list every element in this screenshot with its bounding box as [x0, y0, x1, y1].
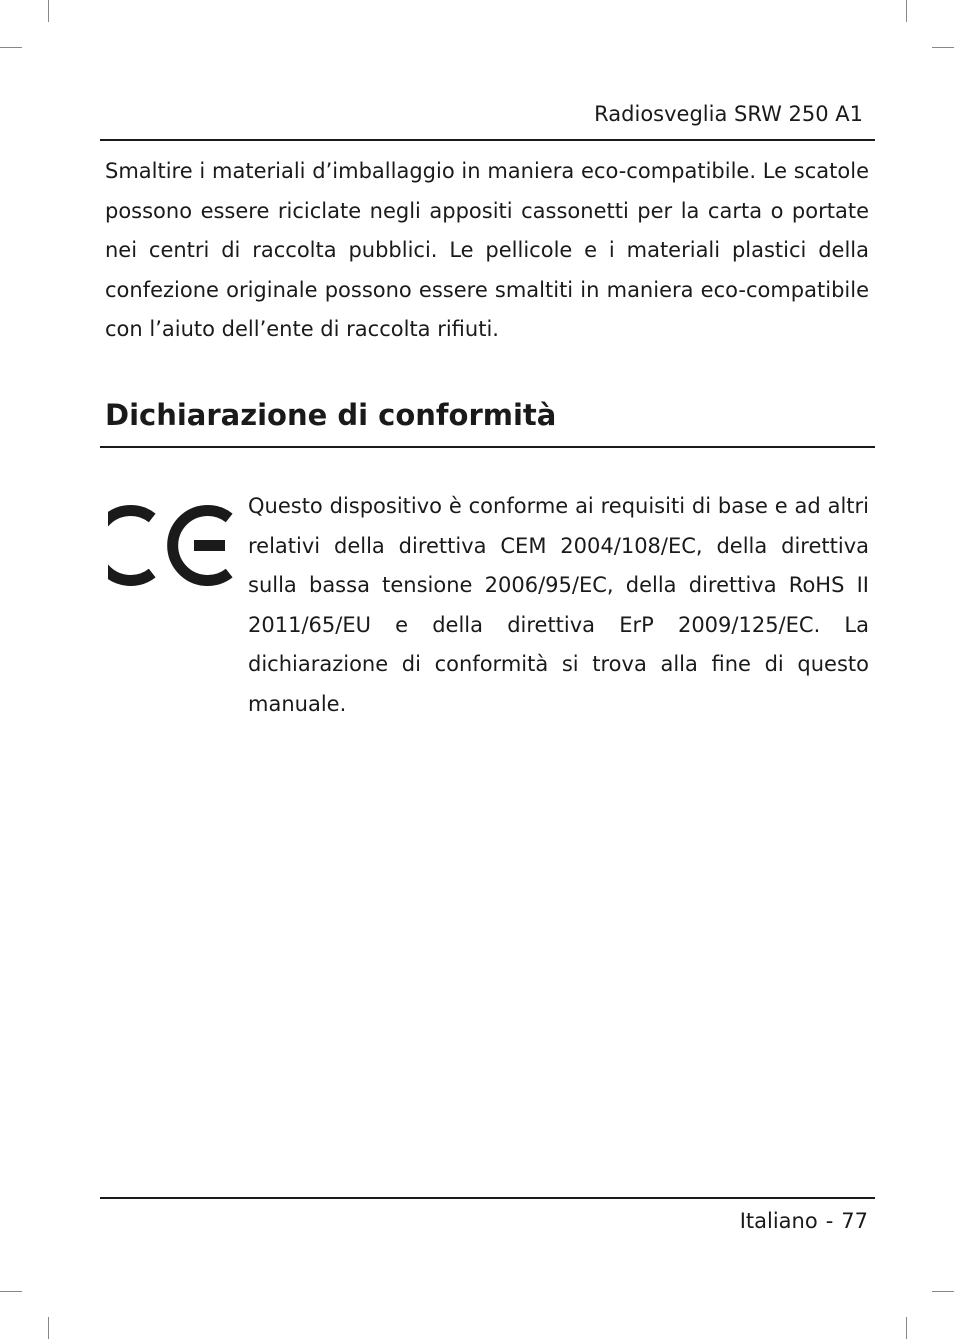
crop-mark-top-left	[48, 0, 49, 22]
section-heading-rule	[100, 446, 875, 448]
footer-language: Italiano	[739, 1209, 818, 1233]
header-rule	[100, 139, 875, 141]
section-heading-conformity: Dichiarazione di conformità	[105, 398, 557, 432]
ce-mark-icon	[108, 498, 234, 593]
page-footer	[740, 1207, 868, 1235]
footer-separator: -	[825, 1209, 834, 1233]
footer-rule	[100, 1197, 875, 1199]
disposal-paragraph: Smaltire i materiali d’imballaggio in maniera eco-compatibile. Le scatole possono essere riciclate negli appositi cassonetti per la carta o portate nei centri di raccolta pubblici. Le pellicole e i materiali plastici della confezione originale possono essere smaltiti in maniera eco-compatibile con l’aiuto dell’ente di raccolta rifiuti.	[105, 159, 869, 341]
crop-mark-bottom-left	[48, 1317, 49, 1339]
crop-mark-top-right-horizontal	[932, 47, 954, 48]
crop-mark-bottom-right	[906, 1317, 907, 1339]
page-number: 77	[841, 1209, 868, 1233]
crop-mark-top-left-horizontal	[0, 47, 22, 48]
conformity-paragraph: Questo dispositivo è conforme ai requisiti di base e ad altri relativi della direttiva CEM 2004/108/EC, della direttiva sulla bassa tensione 2006/95/EC, della direttiva RoHS II 2011/65/EU e della direttiva ErP 2009/125/EC. La dichiarazione di conformità si trova alla fine di questo manuale.	[248, 494, 869, 716]
crop-mark-top-right	[906, 0, 907, 22]
crop-mark-bottom-left-horizontal	[0, 1291, 22, 1292]
crop-mark-bottom-right-horizontal	[932, 1291, 954, 1292]
running-header-title: Radiosveglia SRW 250 A1	[594, 102, 863, 126]
